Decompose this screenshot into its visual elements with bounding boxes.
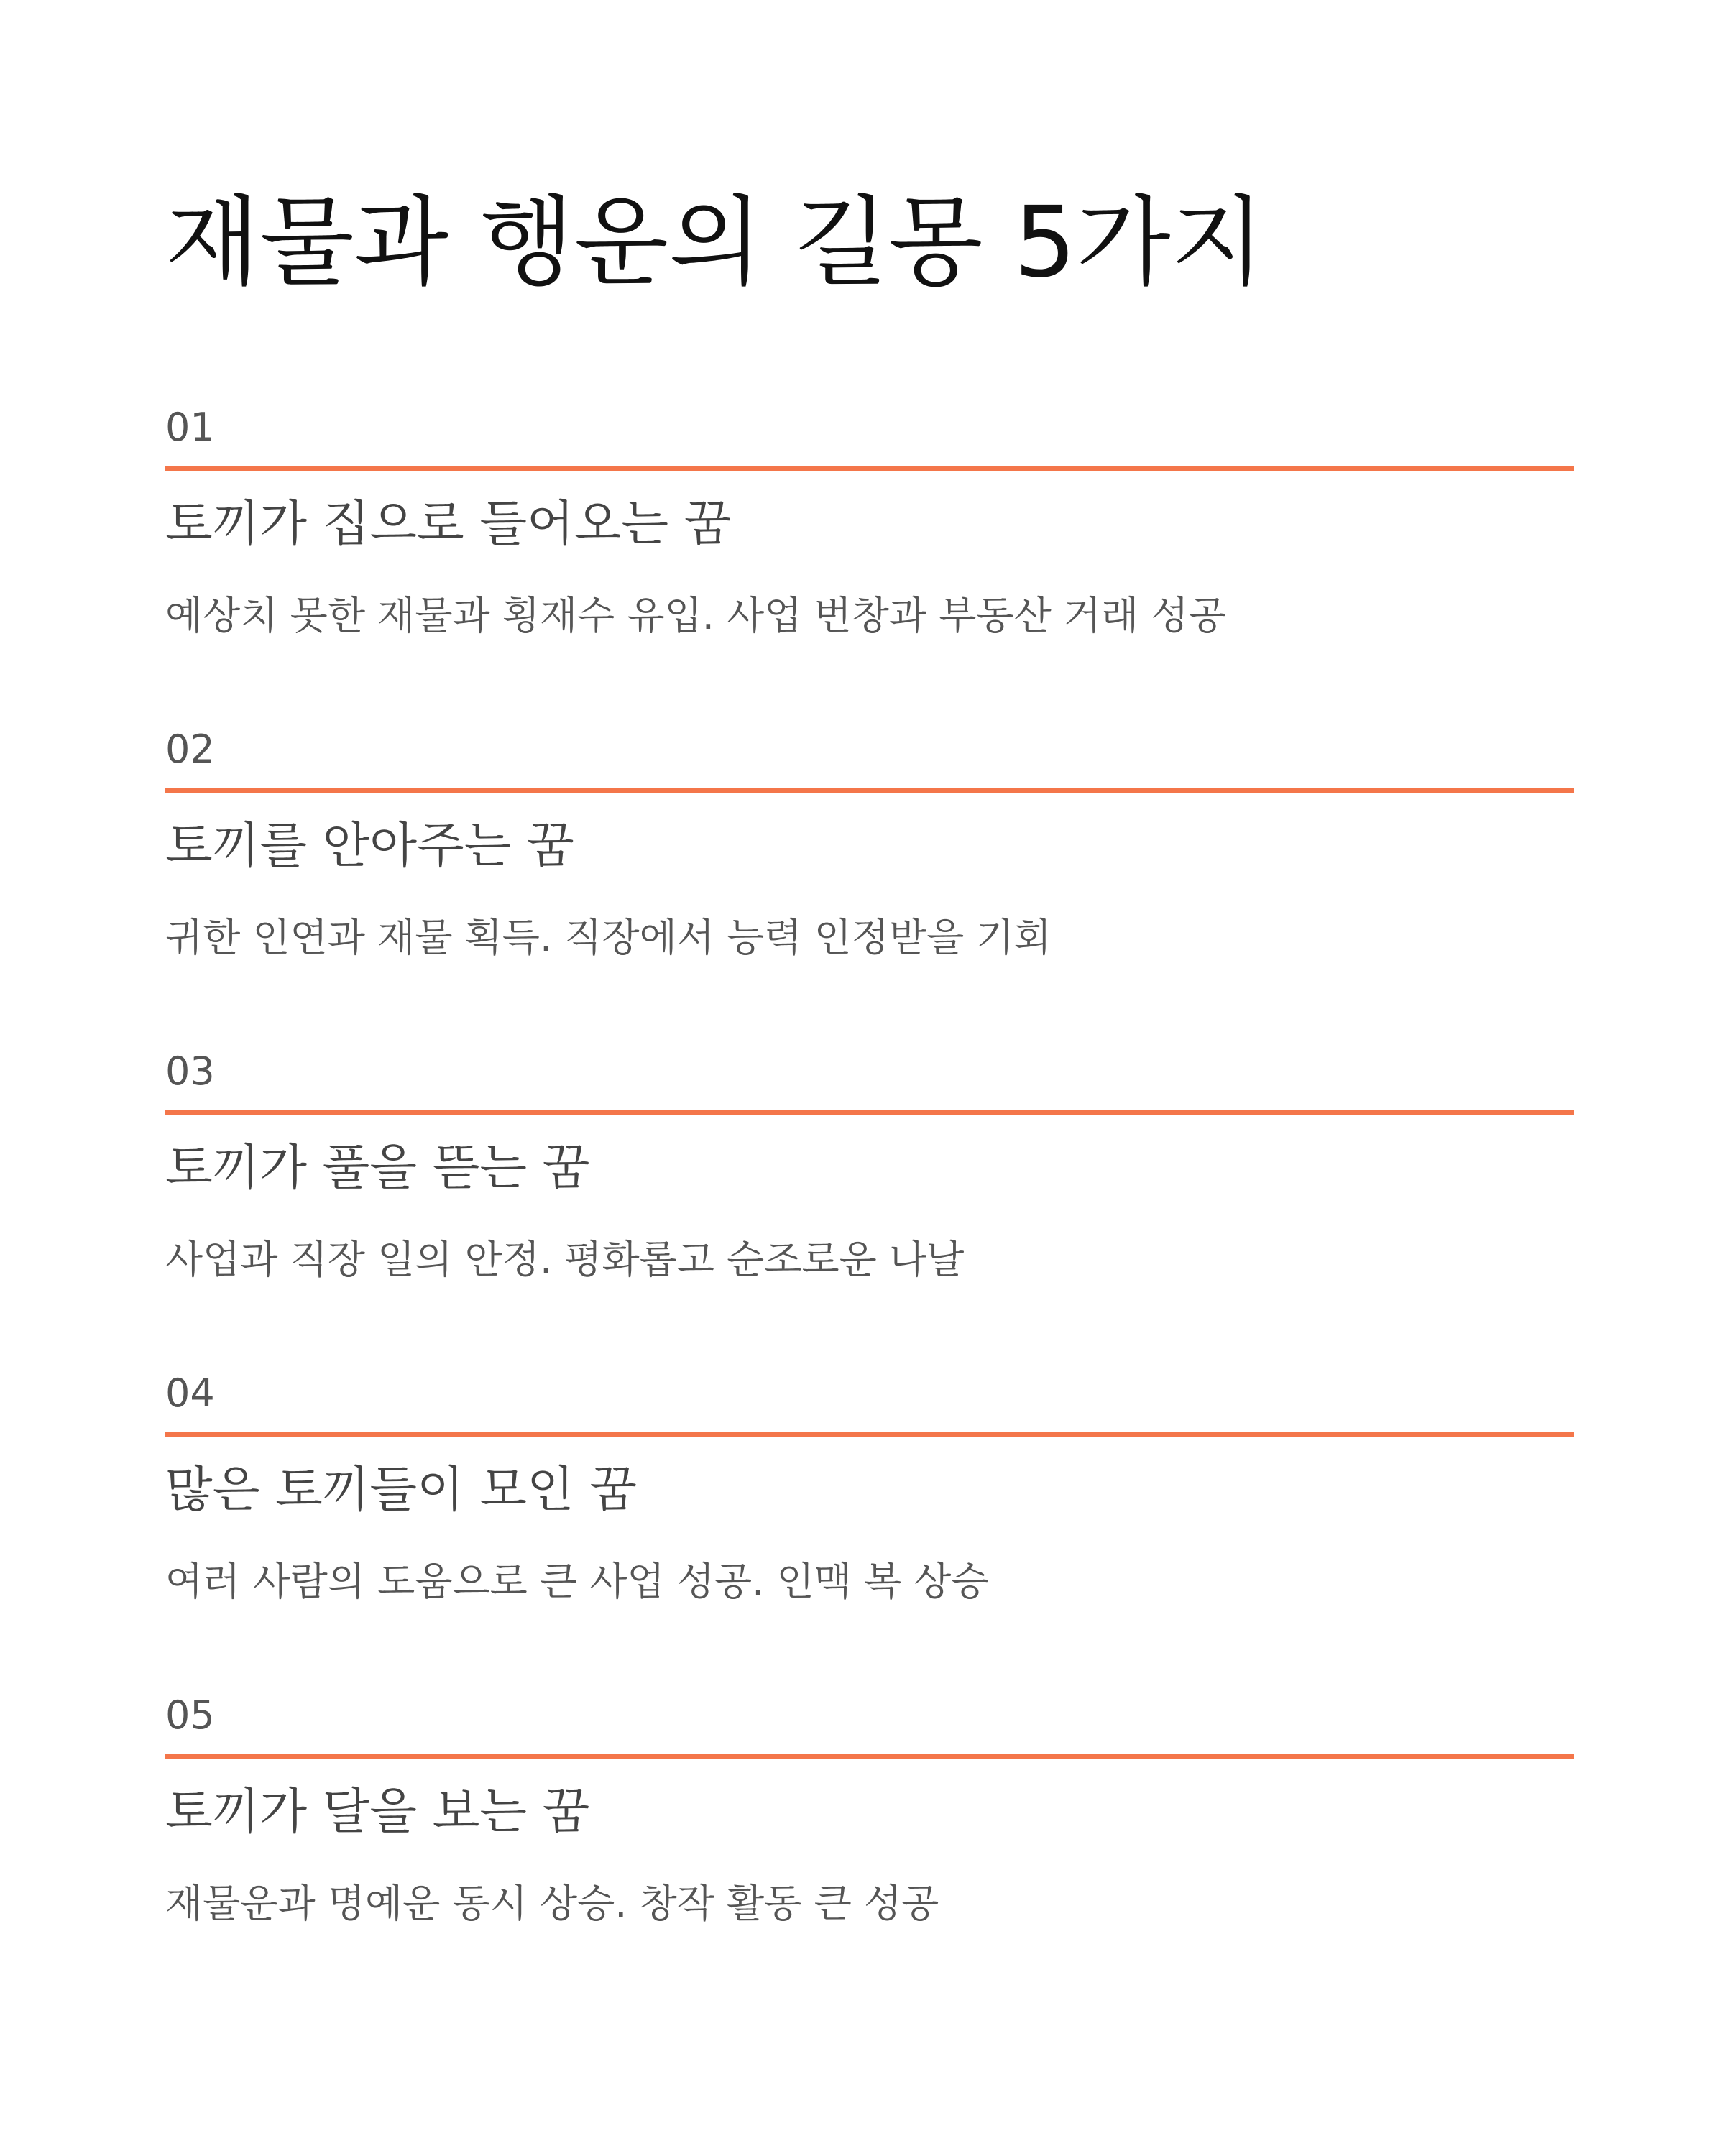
- item-description: 사업과 직장 일의 안정. 평화롭고 순조로운 나날: [165, 1237, 965, 1282]
- item-description: 귀한 인연과 재물 획득. 직장에서 능력 인정받을 기회: [165, 915, 1052, 960]
- item-title: 토끼가 집으로 들어오는 꿈: [165, 496, 732, 553]
- item-number: 02: [165, 727, 215, 772]
- item-divider: [165, 1754, 1574, 1759]
- item-divider: [165, 466, 1574, 471]
- item-title: 토끼를 안아주는 꿈: [165, 818, 574, 875]
- item-number: 01: [165, 405, 215, 450]
- item-title: 토끼가 달을 보는 꿈: [165, 1784, 590, 1841]
- item-number: 05: [165, 1692, 215, 1738]
- item-number: 04: [165, 1370, 215, 1416]
- item-divider: [165, 1110, 1574, 1115]
- item-description: 여러 사람의 도움으로 큰 사업 성공. 인맥 복 상승: [165, 1559, 989, 1604]
- item-divider: [165, 1432, 1574, 1437]
- item-title: 많은 토끼들이 모인 꿈: [165, 1462, 638, 1519]
- item-number: 03: [165, 1049, 215, 1094]
- item-divider: [165, 788, 1574, 793]
- page-title: 재물과 행운의 길몽 5가지: [165, 186, 1265, 300]
- item-description: 예상치 못한 재물과 횡재수 유입. 사업 번창과 부동산 거래 성공: [165, 593, 1226, 638]
- item-description: 재물운과 명예운 동시 상승. 창작 활동 큰 성공: [165, 1881, 939, 1926]
- item-title: 토끼가 풀을 뜯는 꿈: [165, 1140, 590, 1197]
